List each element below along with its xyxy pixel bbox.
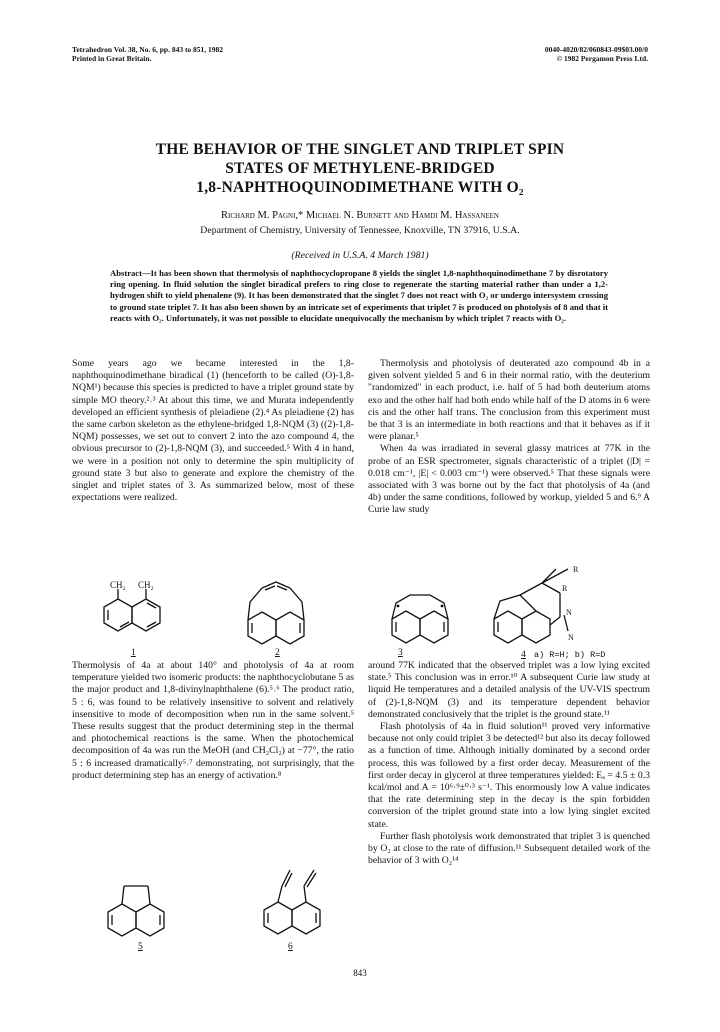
structure-1-ch2-left: CH₂ — [110, 580, 126, 590]
paragraph: around 77K indicated that the observed triplet was a low lying excited state.⁵ This conclusion was in error.¹⁰ A subsequent Curie law study at liquid He temperatures and a detailed analysis of the UV-VIS spectrum of (2)-1,8-NQM (3) and its temperature dependent behavior demonstrated conclusively that the triplet is the ground state.¹¹ — [368, 660, 650, 720]
structure-4-diagram — [490, 565, 600, 650]
structure-5-label: 5 — [138, 942, 143, 952]
affiliation: Department of Chemistry, University of Tennessee, Knoxville, TN 37916, U.S.A. — [200, 225, 520, 236]
paragraph: Further flash photolysis work demonstrated that triplet 3 is quenched by O₂ at close to the rate of diffusion.¹¹ Subsequent detailed work of the behavior of 3 with O₂¹⁴ — [368, 830, 650, 867]
structure-2-label: 2 — [275, 648, 280, 658]
structure-6-label: 6 — [288, 942, 293, 952]
page-number: 843 — [353, 968, 367, 978]
journal-citation: Tetrahedron Vol. 38, No. 6, pp. 843 to 851, 1982 — [72, 45, 224, 54]
structure-1-label: 1 — [131, 648, 136, 658]
structure-5-diagram — [100, 868, 180, 948]
structure-4-n-bottom: N — [568, 633, 574, 642]
title-line-2: STATES OF METHYLENE-BRIDGED — [225, 160, 495, 177]
paragraph: When 4a was irradiated in several glassy matrices at 77K in the probe of an ESR spectrometer, signals characteristic of a triplet (|D| = 0.018 cm⁻¹, |E| < 0.003 cm⁻¹) were observed.⁵ That these signals were associated with 3 was borne out by the fact that photolysis of 4a (and 4b) under the same conditions, followed by workup, yielded 5 and 6.⁹ A Curie law study — [368, 443, 650, 516]
copyright-header — [545, 45, 648, 63]
structure-3-diagram — [376, 575, 466, 655]
issn-code: 0040-4020/82/060843-09$03.00/0 — [544, 45, 648, 54]
authors: Richard M. Pagni,* Michael N. Burnett and Hamdi M. Hassaneen — [221, 210, 499, 221]
paragraph: Thermolysis of 4a at about 140° and photolysis of 4a at room temperature yielded two isomeric products: the naphthocyclobutane 5 as the major product and 1,8-divinylnaphthalene (6).⁵˒⁶ The product ratio, 5 : 6, was found to be relatively insensitive to solvent and relatively insensitive to mode of decomposition when run in the same solvent.⁵ These results suggest that the product determining step in the thermal and photochemical reactions is the same. When the photochemical decomposition of 4a was run the MeOH (and CH₂Cl₂) at −77°, the ratio 5 : 6 increased dramatically⁵˒⁷ demonstrating, not surprisingly, that the product determining step has an energy of activation.⁸ — [72, 660, 354, 781]
structure-6-diagram — [256, 862, 336, 948]
structure-4-label: 4 — [521, 650, 526, 660]
abstract-text: —It has been shown that thermolysis of naphthocyclopropane 8 yields the singlet 1,8-naphthoquinodimethane 7 by disrotatory ring opening. In fluid solution the singlet biradical prefers to ring close to regenerate the starting material rather than under a 1,2-hydrogen shift to yield phenalene (9). It has been demonstrated that the singlet 7 does not react with O₂ or undergo intersystem crossing to ground state triplet 7. It has also been shown by an intricate set of experiments that triplet 7 is produced on photolysis of 8 and that it reacts with O₂. Unfortunately, it was not possible to elucidate unequivocally the mechanism by which triplet 7 reacts with O₂. — [110, 268, 608, 323]
paragraph: Some years ago we became interested in the 1,8-naphthoquinodimethane biradical (1) (henceforth to be called (O)-1,8-NQM¹) because this species is predicted to have a triplet ground state by simple MO theory.²˒³ At about this time, we and Murata independently developed an efficient synthesis of pleiadiene (2).⁴ As pleiadiene (2) has the same carbon skeleton as the ethylene-bridged 1,8-NQM (3) ((2)-1,8-NQM) possesses, we set out to convert 2 into the azo compound 4, the obvious precursor to (2)-1,8-NQM (3), and succeeded.⁵ With 4 in hand, we were in a position not only to determine the spin multiplicity of ground state 3 but also to generate and explore the chemistry of the singlet and triplet states of 3. As summarized below, most of these expectations were realized. — [72, 358, 354, 504]
paragraph: Thermolysis and photolysis of deuterated azo compound 4b in a given solvent yielded 5 and 6 in their normal ratio, with the deuterium "randomized" in each product, i.e. half of 5 had both deuterium atoms exo and the other half had both endo while half of the D atoms in 6 were cis and the other half trans. The conclusion from this experiment must be that 3 is an intermediate in both reactions and that it behaves as if it were planar.⁵ — [368, 358, 650, 443]
structure-4-r-mid: R — [562, 584, 568, 593]
column-2-top — [368, 358, 650, 517]
title-line-3: 1,8-NAPHTHOQUINODIMETHANE WITH O₂ — [196, 179, 524, 196]
structure-3-label: 3 — [398, 648, 403, 658]
column-1-top — [72, 358, 354, 504]
title-line-1: THE BEHAVIOR OF THE SINGLET AND TRIPLET SPIN — [155, 141, 565, 158]
column-1-bottom — [72, 660, 354, 782]
paper-title — [80, 140, 640, 197]
structure-1-diagram — [96, 575, 176, 655]
structure-2-diagram — [232, 568, 322, 658]
structure-4-n-top: N — [566, 608, 572, 617]
received-date: (Received in U.S.A. 4 March 1981) — [291, 250, 429, 261]
column-2-bottom — [368, 660, 650, 867]
journal-header — [72, 45, 223, 63]
abstract-lead: Abstract — [110, 268, 142, 278]
printed-in: Printed in Great Britain. — [72, 54, 152, 63]
structure-4-r-top: R — [573, 565, 579, 574]
paragraph: Flash photolysis of 4a in fluid solution¹¹ proved very informative because not only could triplet 3 be detected¹² but also its decay followed as a function of time. Although initially dominated by a second order process, this was followed by a first order decay. Measurement of the first order decay in glycerol at three temperatures yielded: Eₐ = 4.5 ± 0.3 kcal/mol and A = 10⁶·⁹±⁰·³ s⁻¹. This enormously low A value indicates that the rate determining step in the decay is the spin forbidden conversion of the triplet ground state into a low lying singlet excited state. — [368, 721, 650, 830]
abstract — [110, 268, 608, 324]
copyright: © 1982 Pergamon Press Ltd. — [556, 54, 648, 63]
structure-4-caption: a) R=H; b) R=D — [534, 650, 606, 660]
structure-1-ch2-right: CH₂ — [138, 580, 154, 590]
